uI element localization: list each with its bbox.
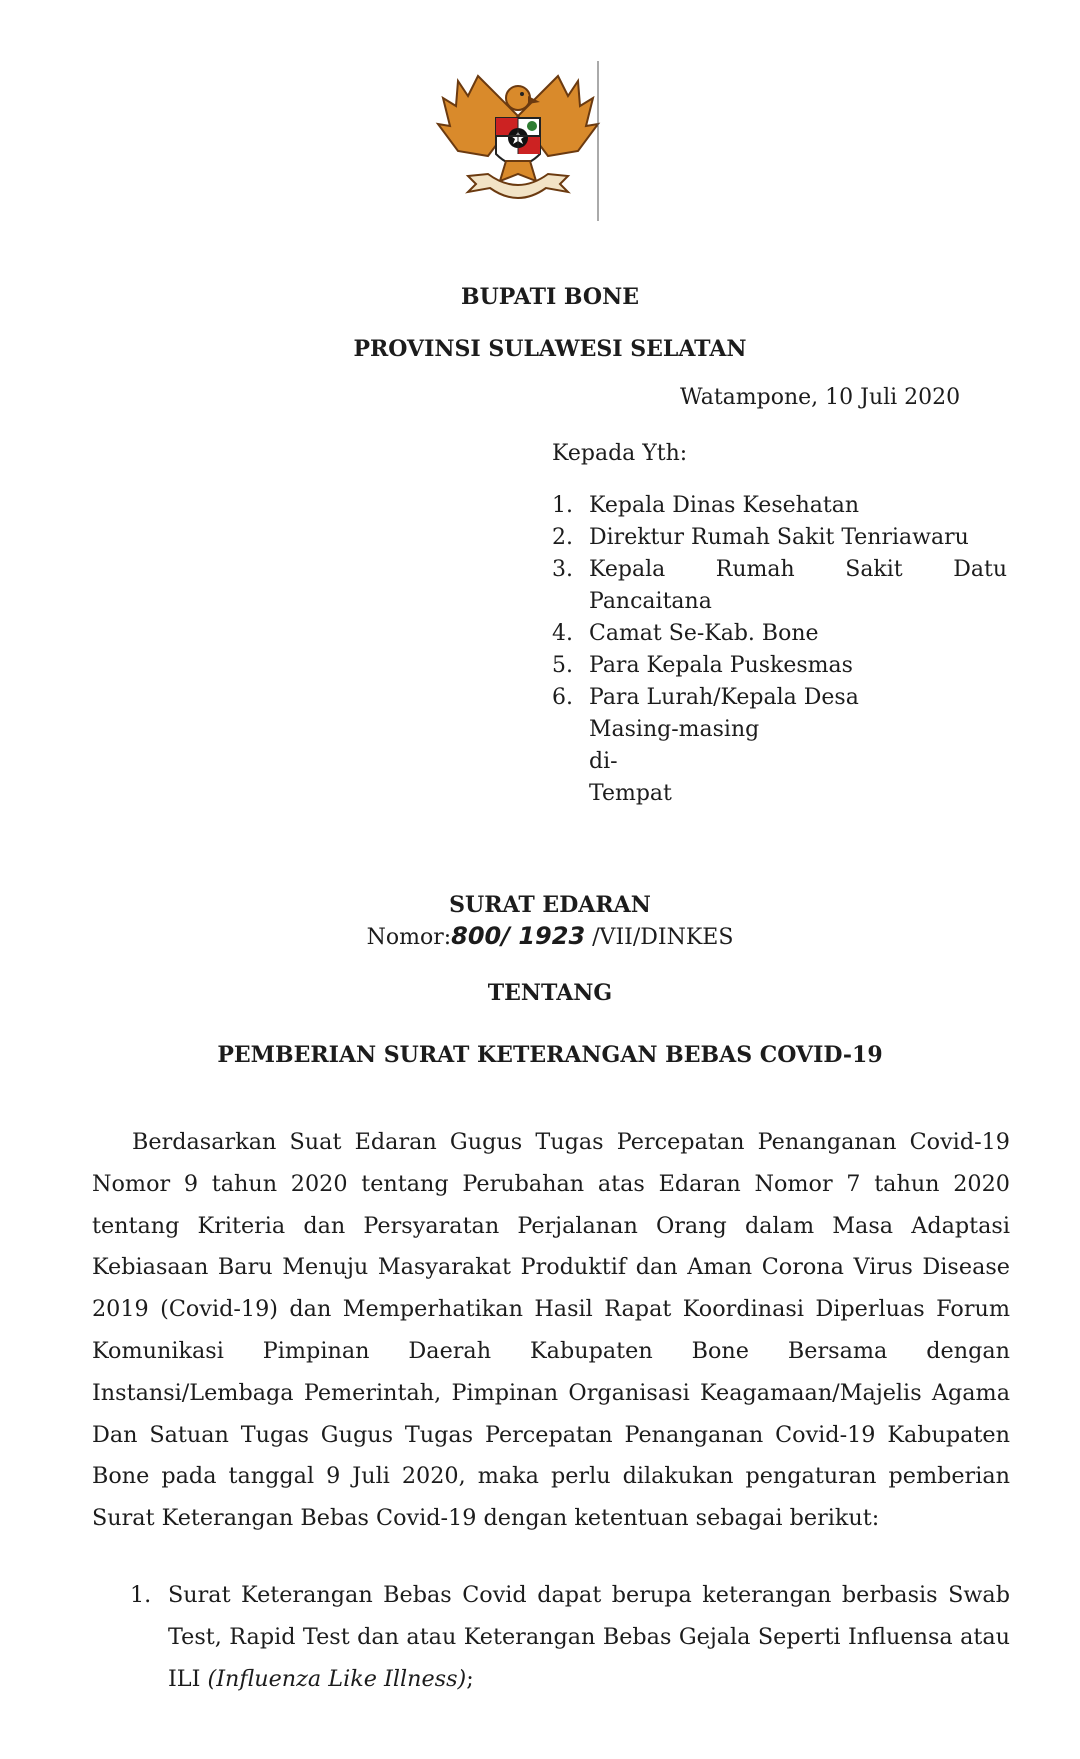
number-suffix: /VII/DINKES (585, 925, 734, 950)
provision-text (168, 1575, 1010, 1700)
list-number: 5. (552, 653, 573, 678)
body-paragraph: Berdasarkan Suat Edaran Gugus Tugas Percepatan Penanganan Covid-19 Nomor 9 tahun 2020 tentang Perubahan atas Edaran Nomor 7 tahun 2020 tentang Kriteria dan Persyaratan Perjalanan Orang dalam Masa Adaptasi Kebiasaan Baru Menuju Masyarakat Produktif dan Aman Corona Virus Disease 2019 (Covid-19) dan Memperhatikan Hasil Rapat Koordinasi Diperluas Forum Komunikasi Pimpinan Daerah Kabupaten Bone Bersama dengan Instansi/Lembaga Pemerintah, Pimpinan Organisasi Keagamaan/Majelis Agama Dan Satuan Tugas Gugus Tugas Percepatan Penanganan Covid-19 Kabupaten Bone pada tanggal 9 Juli 2020, maka perlu dilakukan pengaturan pemberian Surat Keterangan Bebas Covid-19 dengan ketentuan sebagai berikut: (92, 1129, 1010, 1532)
list-item (552, 554, 1007, 618)
provision-end: ; (466, 1665, 474, 1692)
letter-number (0, 922, 1080, 950)
list-number: 1. (130, 1582, 152, 1608)
issuer-province: PROVINSI SULAWESI SELATAN (353, 336, 747, 362)
recipient-label: Kepada Yth: (552, 441, 688, 466)
provision-list (130, 1575, 1010, 1700)
list-item (552, 682, 1007, 714)
list-item (552, 650, 1007, 682)
list-item (130, 1575, 1010, 1700)
recipient-name: Para Kepala Puskesmas (589, 653, 853, 678)
closing-line: di- (589, 749, 618, 774)
provision-italic: (Influenza Like Illness) (207, 1665, 467, 1692)
body-text (92, 1122, 1010, 1540)
recipient-name: Para Lurah/Kepala Desa (589, 685, 859, 710)
list-item (552, 490, 1007, 522)
recipient-list (552, 490, 1007, 810)
recipient-name: Kepala Dinas Kesehatan (589, 493, 860, 518)
provision-main: Surat Keterangan Bebas Covid dapat berupa keterangan berbasis Swab Test, Rapid Test dan atau Keterangan Bebas Gejala Seperti Influensa atau ILI (168, 1582, 1010, 1692)
issuer-title: BUPATI BONE (461, 284, 639, 310)
list-number: 6. (552, 685, 573, 710)
list-item (552, 618, 1007, 650)
closing-line: Masing-masing (589, 717, 760, 742)
recipient-name-block (589, 554, 1007, 618)
number-prefix: Nomor: (366, 925, 452, 950)
letter-subject: PEMBERIAN SURAT KETERANGAN BEBAS COVID-19 (217, 1042, 883, 1068)
recipient-name: Camat Se-Kab. Bone (589, 621, 819, 646)
handwritten-number: 800/ 1923 (451, 922, 586, 950)
recipient-name: Direktur Rumah Sakit Tenriawaru (589, 525, 969, 550)
recipient-name: Kepala Rumah Sakit Datu (589, 557, 1007, 582)
list-item (552, 522, 1007, 554)
list-number: 4. (552, 621, 573, 646)
list-number: 2. (552, 525, 573, 550)
garuda-emblem-icon (428, 56, 608, 226)
letter-type: SURAT EDARAN (449, 892, 651, 918)
recipient-name-continued: Pancaitana (589, 589, 712, 614)
tentang-heading: TENTANG (487, 980, 613, 1006)
list-number: 3. (552, 557, 573, 582)
closing-line: Tempat (589, 781, 672, 806)
list-number: 1. (552, 493, 573, 518)
date-line: Watampone, 10 Juli 2020 (680, 385, 961, 410)
